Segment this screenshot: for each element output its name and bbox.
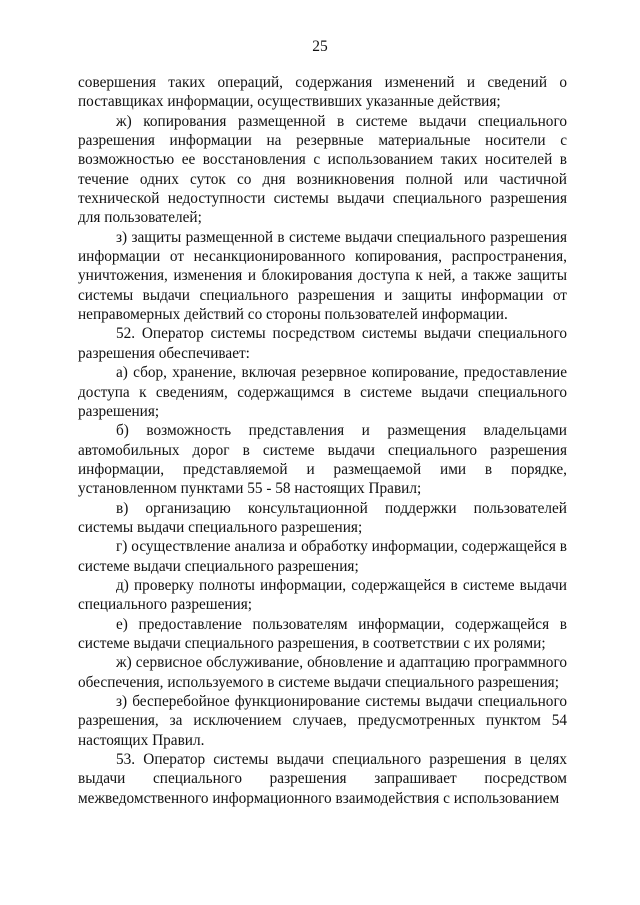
paragraph-item-b-submission: б) возможность представления и размещения владельцами автомобильных дорог в системе выдачи специального разрешения информации, представляемой и размещаемой ими в порядке, установленном пунктами 55 - 58 настоящих Правил; — [78, 422, 567, 498]
paragraph-item-g-analysis: г) осуществление анализа и обработку информации, содержащейся в системе выдачи специального разрешения; — [78, 538, 567, 575]
paragraph-item-zh-backup: ж) копирования размещенной в системе выдачи специального разрешения информации на резервные материальные носители с возможностью ее восстановления с использованием таких носителей в течение одних суток со дня возникновения полной или частичной технической недоступности системы выдачи специального разрешения для пользователей; — [78, 112, 567, 227]
paragraph-item-z-protection: з) защиты размещенной в системе выдачи специального разрешения информации от несанкционированного копирования, распространения, уничтожения, изменения и блокирования доступа к ней, а также защиты системы выдачи специального разрешения и защиты информации от неправомерных действий со стороны пользователей информации. — [78, 228, 567, 324]
paragraph-item-d-completeness: д) проверку полноты информации, содержащейся в системе выдачи специального разрешения; — [78, 576, 567, 614]
paragraph-item-e-provision: е) предоставление пользователям информации, содержащейся в системе выдачи специального разрешения, в соответствии с их ролями; — [78, 615, 567, 652]
page-number: 25 — [312, 38, 328, 55]
paragraph-clause-52: 52. Оператор системы посредством системы выдачи специального разрешения обеспечивает: — [78, 325, 567, 362]
paragraph-clause-53: 53. Оператор системы выдачи специального разрешения в целях выдачи специального разрешения запрашивает посредством межведомственного информационного взаимодействия с использованием — [78, 751, 567, 807]
paragraph-continuation: совершения таких операций, содержания изменений и сведений о поставщиках информации, осуществивших указанные действия; — [78, 74, 567, 111]
paragraph-item-z-operation: з) бесперебойное функционирование системы выдачи специального разрешения, за исключением случаев, предусмотренных пунктом 54 настоящих Правил. — [78, 693, 567, 749]
paragraph-item-a-collection: а) сбор, хранение, включая резервное копирование, предоставление доступа к сведениям, содержащимся в системе выдачи специального разрешения; — [78, 364, 567, 420]
paragraph-item-v-support: в) организацию консультационной поддержки пользователей системы выдачи специального разрешения; — [78, 499, 567, 536]
document-body — [78, 73, 567, 808]
paragraph-item-zh-maintenance: ж) сервисное обслуживание, обновление и адаптацию программного обеспечения, используемого в системе выдачи специального разрешения; — [78, 654, 567, 691]
